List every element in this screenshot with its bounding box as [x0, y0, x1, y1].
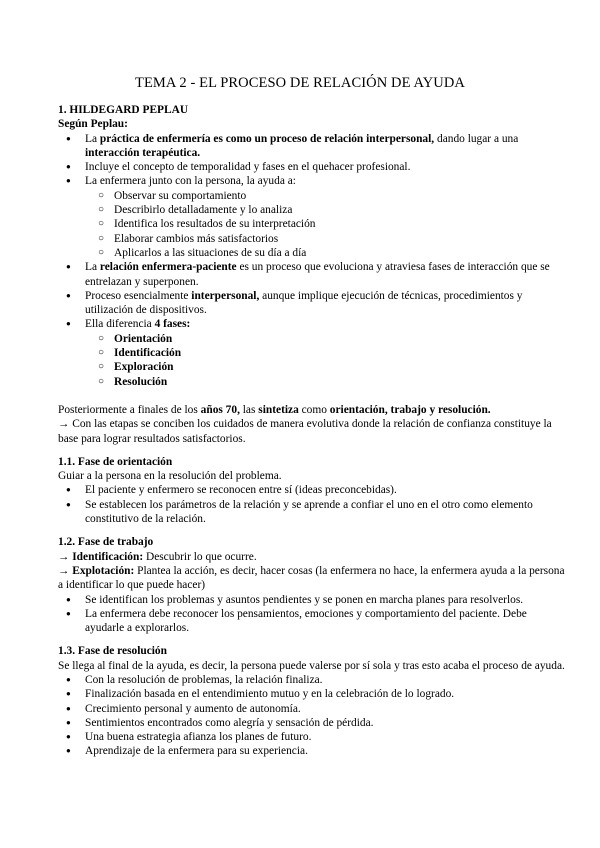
list-item: ● Una buena estrategia afianza los planes de futuro. — [58, 730, 568, 744]
sub-list-item: ○ Identifica los resultados de su interpretación — [58, 217, 568, 231]
peplau-bullet-list — [58, 132, 568, 389]
list-item: ● Se identifican los problemas y asuntos pendientes y se ponen en marcha planes para resolverlos. — [58, 593, 568, 607]
subheading-segun-peplau: Según Peplau: — [58, 118, 128, 131]
list-item: ● Con la resolución de problemas, la relación finaliza. — [58, 673, 568, 687]
list-item: ● Crecimiento personal y aumento de autonomía. — [58, 702, 568, 716]
trabajo-bullet-list — [58, 593, 568, 636]
page-title: TEMA 2 - EL PROCESO DE RELACIÓN DE AYUDA — [135, 75, 465, 91]
sub-list-item: ○ Aplicarlos a las situaciones de su día a día — [58, 246, 568, 260]
sub-list-item: ○ Elaborar cambios más satisfactorios — [58, 232, 568, 246]
list-item: ● La enfermera junto con la persona, la ayuda a: ○ Observar su comportamiento ○ Describirlo detalladamente y lo analiza ○ Identifica los resultados de su interpretación ○ Elaborar cambios más satisfactorios ○ Aplicarlos a las situaciones de su día a día — [58, 174, 568, 260]
section-heading-orientacion: 1.1. Fase de orientación — [58, 455, 173, 468]
list-item: ● Proceso esencialmente interpersonal, aunque implique ejecución de técnicas, procedimientos y utilización de dispositivos. — [58, 289, 568, 318]
phase-item: ○ Exploración — [58, 360, 568, 374]
list-item: ● Ella diferencia 4 fases: ○ Orientación ○ Identificación ○ Exploración ○ Resolución — [58, 317, 568, 388]
list-item: ● El paciente y enfermero se reconocen entre sí (ideas preconcebidas). — [58, 483, 568, 497]
list-item: ● La relación enfermera-paciente es un proceso que evoluciona y atraviesa fases de interacción que se entrelazan y superponen. — [58, 260, 568, 289]
section-heading-resolucion: 1.3. Fase de resolución — [58, 645, 167, 658]
section-heading-peplau: 1. HILDEGARD PEPLAU — [58, 104, 189, 116]
spacer — [58, 446, 568, 455]
paragraph-stages: → Con las etapas se conciben los cuidados de manera evolutiva donde la relación de confianza constituye la base para lograr resultados satisfactorios. — [58, 418, 552, 445]
sub-list — [58, 189, 568, 260]
spacer — [58, 389, 568, 403]
line-explotacion: → Explotación: Plantea la acción, es decir, hacer cosas (la enfermera no hace, la enfermera ayuda a la persona a identificar lo que puede hacer) — [58, 564, 565, 592]
list-item: ● Se establecen los parámetros de la relación y se aprende a confiar el uno en el otro como elemento constitutivo de la relación. — [58, 498, 568, 527]
spacer — [58, 526, 568, 535]
sub-list-item: ○ Describirlo detalladamente y lo analiza — [58, 203, 568, 217]
paragraph-synthesis: Posteriormente a finales de los años 70, las sintetiza como orientación, trabajo y resolución. — [58, 403, 491, 416]
list-item: ● Aprendizaje de la enfermera para su experiencia. — [58, 744, 568, 758]
sub-list-item: ○ Observar su comportamiento — [58, 189, 568, 203]
phases-list — [58, 332, 568, 389]
list-item: ● Sentimientos encontrados como alegría y sensación de pérdida. — [58, 716, 568, 730]
section-heading-trabajo: 1.2. Fase de trabajo — [58, 536, 154, 549]
phase-item: ○ Identificación — [58, 346, 568, 360]
list-item: ● Finalización basada en el entendimiento mutuo y en la celebración de lo logrado. — [58, 687, 568, 701]
line-identificacion: → Identificación: Descubrir lo que ocurre. — [58, 550, 257, 563]
list-item: ● La práctica de enfermería es como un proceso de relación interpersonal, dando lugar a una interacción terapéutica. — [58, 132, 568, 161]
orientacion-bullet-list — [58, 483, 568, 526]
section-intro: Guiar a la persona en la resolución del problema. — [58, 470, 282, 483]
list-item: ● Incluye el concepto de temporalidad y fases en el quehacer profesional. — [58, 160, 568, 174]
section-intro: Se llega al final de la ayuda, es decir, la persona puede valerse por sí sola y tras esto acaba el proceso de ayuda. — [58, 659, 565, 672]
spacer — [58, 635, 568, 644]
phase-item: ○ Orientación — [58, 332, 568, 346]
document-body — [58, 103, 568, 759]
list-item: ● La enfermera debe reconocer los pensamientos, emociones y comportamiento del paciente. Debe ayudarle a explorarlos. — [58, 607, 568, 636]
phase-item: ○ Resolución — [58, 375, 568, 389]
resolucion-bullet-list — [58, 673, 568, 759]
